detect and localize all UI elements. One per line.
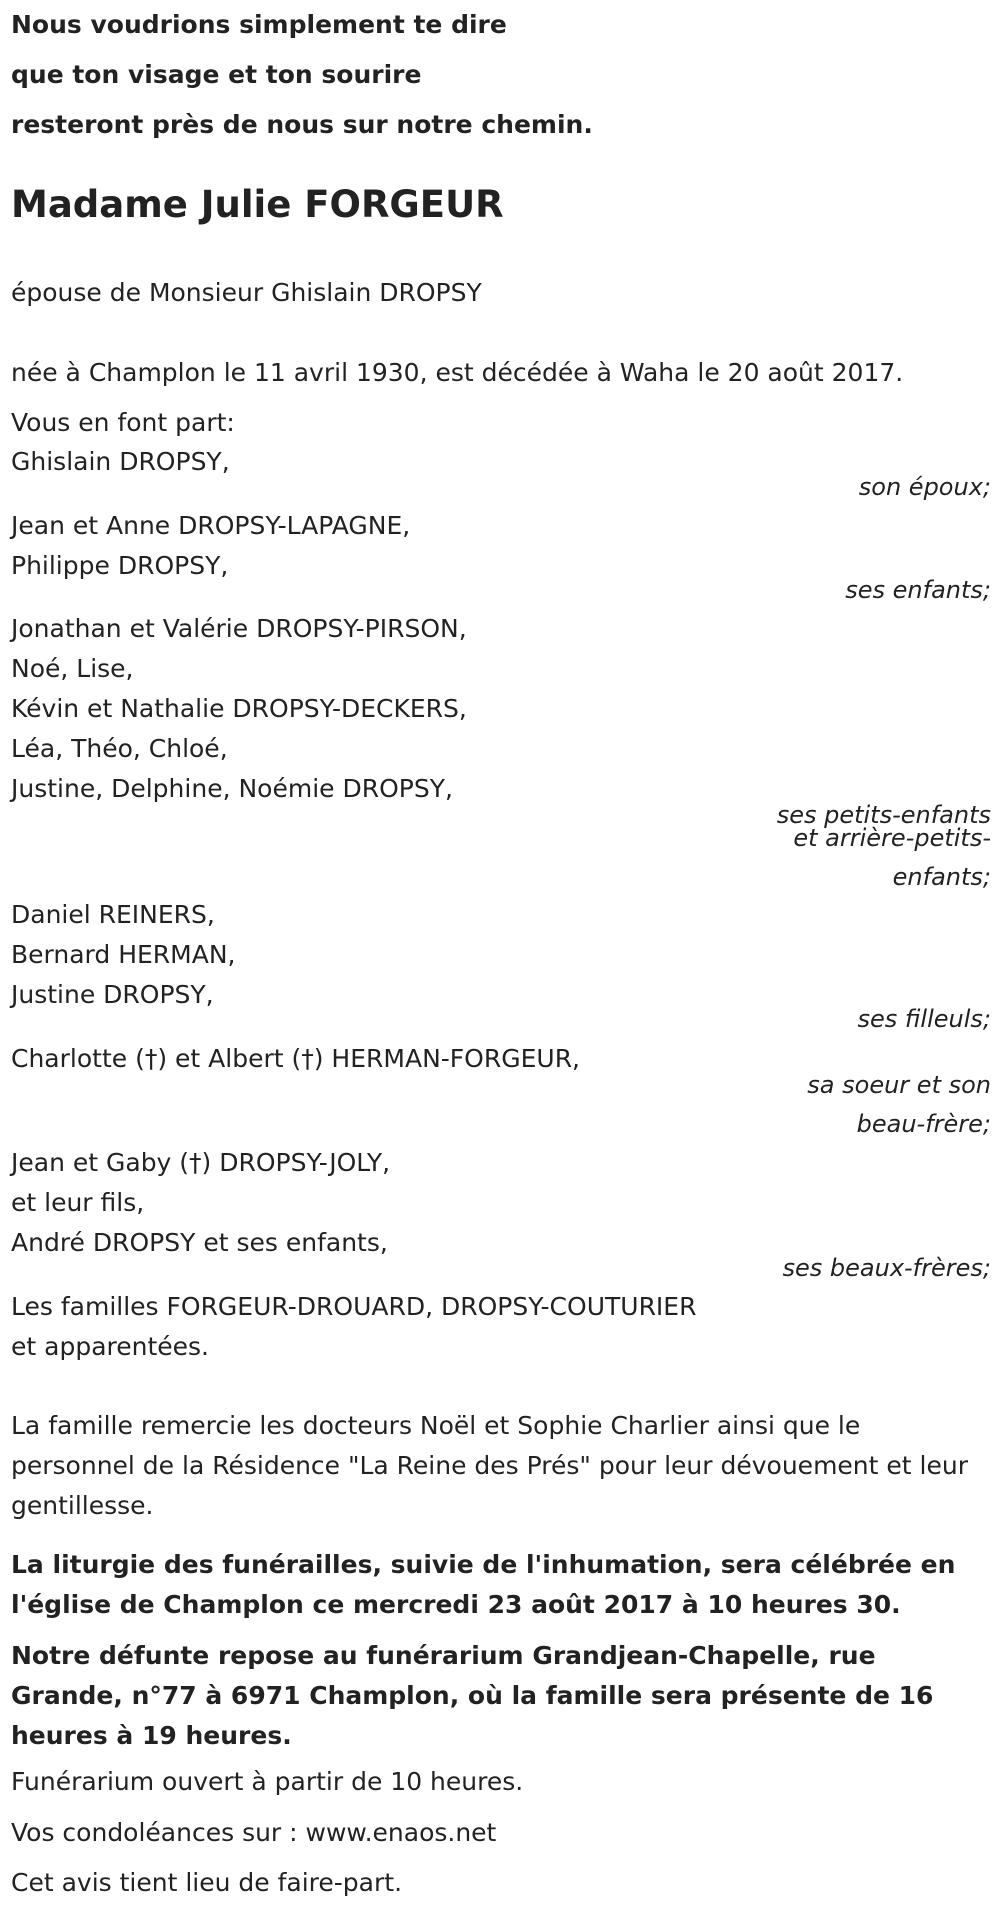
relation-label: enfants; bbox=[892, 863, 991, 891]
quote-line-1: Nous voudrions simplement te dire bbox=[11, 10, 507, 39]
family-name: Léa, Théo, Chloé, bbox=[11, 734, 228, 763]
condolences-line: Vos condoléances sur : www.enaos.net bbox=[11, 1818, 497, 1847]
relation-label: ses filleuls; bbox=[857, 1005, 991, 1033]
family-name: Bernard HERMAN, bbox=[11, 940, 236, 969]
relation-label: beau-frère; bbox=[856, 1110, 991, 1138]
family-name: Justine DROPSY, bbox=[11, 980, 214, 1009]
family-name: Daniel REINERS, bbox=[11, 900, 215, 929]
family-name: Philippe DROPSY, bbox=[11, 551, 229, 580]
opening-hours-line: Funérarium ouvert à partir de 10 heures. bbox=[11, 1767, 524, 1796]
family-name: et leur fils, bbox=[11, 1188, 145, 1217]
family-name: Jonathan et Valérie DROPSY-PIRSON, bbox=[11, 614, 467, 643]
announce-line: Vous en font part: bbox=[11, 408, 235, 437]
relation-label: ses beaux-frères; bbox=[782, 1254, 991, 1282]
relation-label: ses enfants; bbox=[845, 576, 991, 604]
relation-label: et arrière-petits- bbox=[793, 824, 991, 852]
family-name: et apparentées. bbox=[11, 1332, 209, 1361]
spouse-line: épouse de Monsieur Ghislain DROPSY bbox=[11, 278, 482, 307]
quote-line-2: que ton visage et ton sourire bbox=[11, 60, 422, 89]
relation-label: son époux; bbox=[858, 473, 991, 501]
family-name: Kévin et Nathalie DROPSY-DECKERS, bbox=[11, 694, 467, 723]
family-name: Jean et Gaby (†) DROPSY-JOLY, bbox=[11, 1148, 391, 1177]
relation-label: ses petits-enfants bbox=[776, 801, 991, 829]
family-name: Les familles FORGEUR-DROUARD, DROPSY-COUTURIER bbox=[11, 1292, 697, 1321]
family-name: Noé, Lise, bbox=[11, 654, 134, 683]
family-name: Jean et Anne DROPSY-LAPAGNE, bbox=[11, 511, 411, 540]
notice-line: Cet avis tient lieu de faire-part. bbox=[11, 1868, 403, 1897]
thanks-paragraph: La famille remercie les docteurs Noël et Sophie Charlier ainsi que le personnel de la Résidence "La Reine des Prés" pour leur dévouement et leur gentillesse. bbox=[11, 1411, 968, 1520]
quote-line-3: resteront près de nous sur notre chemin. bbox=[11, 110, 593, 139]
birth-death-line: née à Champlon le 11 avril 1930, est décédée à Waha le 20 août 2017. bbox=[11, 358, 904, 387]
family-name: André DROPSY et ses enfants, bbox=[11, 1228, 388, 1257]
deceased-name: Madame Julie FORGEUR bbox=[11, 183, 504, 226]
family-name: Justine, Delphine, Noémie DROPSY, bbox=[11, 774, 453, 803]
family-name: Ghislain DROPSY, bbox=[11, 447, 230, 476]
funerarium-paragraph: Notre défunte repose au funérarium Grandjean-Chapelle, rue Grande, n°77 à 6971 Champlon, où la famille sera présente de 16 heures à 19 heures. bbox=[11, 1641, 934, 1750]
relation-label: sa soeur et son bbox=[807, 1071, 991, 1099]
funeral-paragraph: La liturgie des funérailles, suivie de l'inhumation, sera célébrée en l'église de Champlon ce mercredi 23 août 2017 à 10 heures 30. bbox=[11, 1550, 956, 1619]
family-name: Charlotte (†) et Albert (†) HERMAN-FORGEUR, bbox=[11, 1044, 581, 1073]
